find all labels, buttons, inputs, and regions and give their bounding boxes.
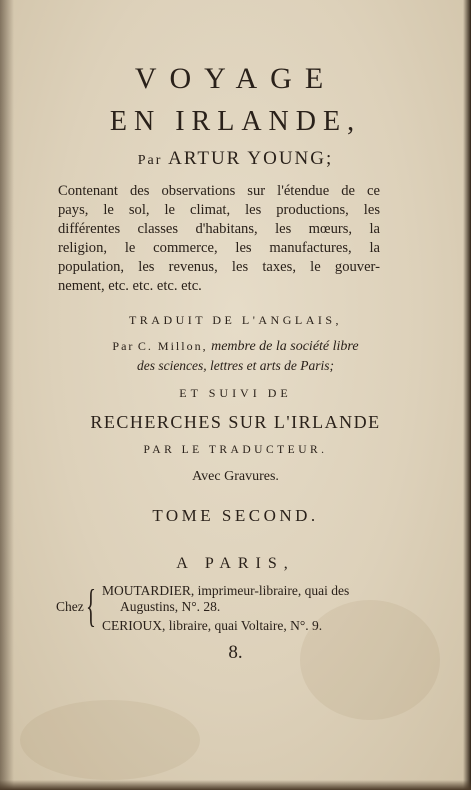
suivi-line: ET SUIVI DE [179, 386, 292, 400]
translator-par: Par [112, 339, 135, 353]
title-line-1: VOYAGE [134, 62, 337, 95]
year: 8. [228, 642, 243, 663]
author-prefix: Par [137, 153, 163, 168]
description-line: différentes classes d'habitans, les mœurs, la [58, 221, 380, 237]
title-line-2: EN IRLANDE, [109, 106, 362, 137]
description-line: nement, etc. etc. etc. etc. [58, 278, 202, 294]
publisher-1: MOUTARDIER, imprimeur-libraire, quai des [102, 583, 350, 598]
par-traducteur: PAR LE TRADUCTEUR. [143, 444, 328, 456]
recherches-title: RECHERCHES SUR L'IRLANDE [90, 412, 381, 432]
imprint-publishers [56, 580, 386, 643]
publisher-1-address: Augustins, N°. 28. [120, 599, 221, 614]
translator-role: membre de la société libre [211, 339, 359, 354]
description-line: Contenant des observations sur l'étendue de ce [58, 183, 380, 199]
brace-glyph: { [86, 580, 96, 631]
volume-title: TOME SECOND. [152, 506, 319, 525]
author-name: ARTUR YOUNG; [168, 148, 334, 169]
imprint-city: A PARIS, [176, 555, 295, 572]
translation-line: TRADUIT DE L'ANGLAIS, [128, 313, 343, 327]
page-edge-bottom [0, 780, 471, 790]
description-line: religion, le commerce, les manufactures, la [58, 240, 380, 256]
translator-name: C. Millon, [137, 339, 208, 353]
translator-role-line: des sciences, lettres et arts de Paris; [136, 358, 335, 373]
author-line [0, 148, 471, 170]
spine-shadow [0, 0, 14, 790]
paper-stain [20, 700, 200, 780]
gravures-note: Avec Gravures. [192, 469, 279, 484]
description-line: population, les revenus, les taxes, le gouver- [58, 259, 380, 275]
imprint-chez: Chez [56, 599, 84, 614]
publisher-2: CERIOUX, libraire, quai Voltaire, N°. 9. [102, 618, 323, 633]
description-line: pays, le sol, le climat, les productions, les [58, 202, 380, 218]
description [58, 182, 380, 296]
page-edge [463, 0, 471, 790]
translator-line [0, 339, 471, 355]
